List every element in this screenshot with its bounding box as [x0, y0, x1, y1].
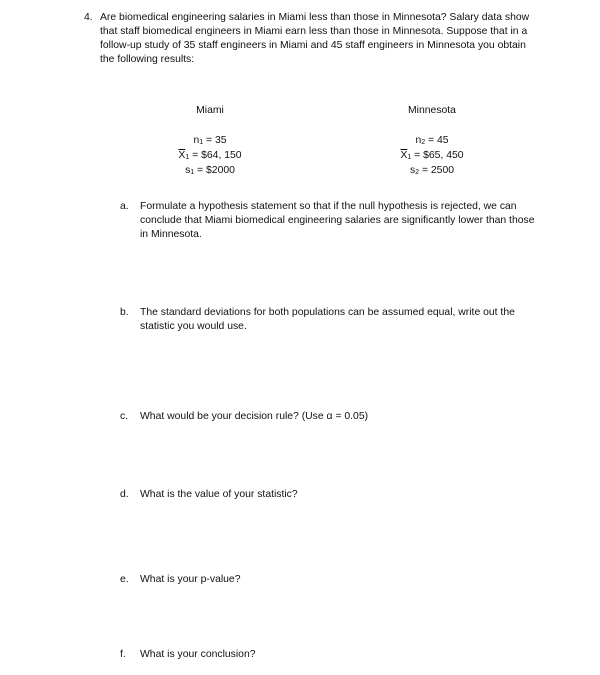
miami-column — [160, 104, 260, 178]
part-label: c. — [120, 411, 129, 422]
question-number: 4. — [84, 12, 93, 23]
part-text: What is your conclusion? — [140, 649, 256, 660]
miami-sd: $s_1$ = $2000 — [185, 165, 235, 176]
minnesota-n: $n_2 = 45$ — [415, 135, 449, 146]
miami-n: $n_1 = 35$ — [193, 135, 227, 146]
part-label: b. — [120, 307, 129, 318]
minnesota-column — [382, 104, 482, 178]
miami-title: Miami — [196, 105, 224, 116]
part-f — [120, 648, 540, 662]
minnesota-mean: $\overline{X}_1$ = $65, 450 — [400, 150, 464, 161]
part-e — [120, 573, 540, 587]
minnesota-title: Minnesota — [408, 105, 456, 116]
part-label: e. — [120, 574, 129, 585]
part-b — [120, 306, 540, 334]
part-text: What would be your decision rule? (Use α = 0.05) — [140, 411, 369, 422]
part-text: Formulate a hypothesis statement so that if the null hypothesis is rejected, we can conclude that Miami biomedical engineering salaries are significantly lower than those in Minnesota. — [140, 201, 535, 240]
part-text: What is your p-value? — [140, 574, 241, 585]
part-label: d. — [120, 489, 129, 500]
minnesota-sd: $s_2 = 2500$ — [409, 165, 455, 176]
question-text: Are biomedical engineering salaries in Miami less than those in Minnesota? Salary data show that staff biomedical engineers in Miami earn less than those in Minnesota. Suppose that in a follow-up study of 35 staff engineers in Miami and 45 staff engineers in Minnesota you obtain the following results: — [100, 12, 530, 65]
miami-mean: $\overline{X}_1$ = $64, 150 — [178, 150, 242, 161]
part-a — [120, 200, 540, 242]
part-text: The standard deviations for both populations can be assumed equal, write out the statistic you would use. — [140, 307, 515, 332]
part-label: a. — [120, 201, 129, 212]
part-d — [120, 488, 540, 502]
part-c — [120, 410, 540, 424]
part-label: f. — [120, 649, 126, 660]
part-text: What is the value of your statistic? — [140, 489, 298, 500]
